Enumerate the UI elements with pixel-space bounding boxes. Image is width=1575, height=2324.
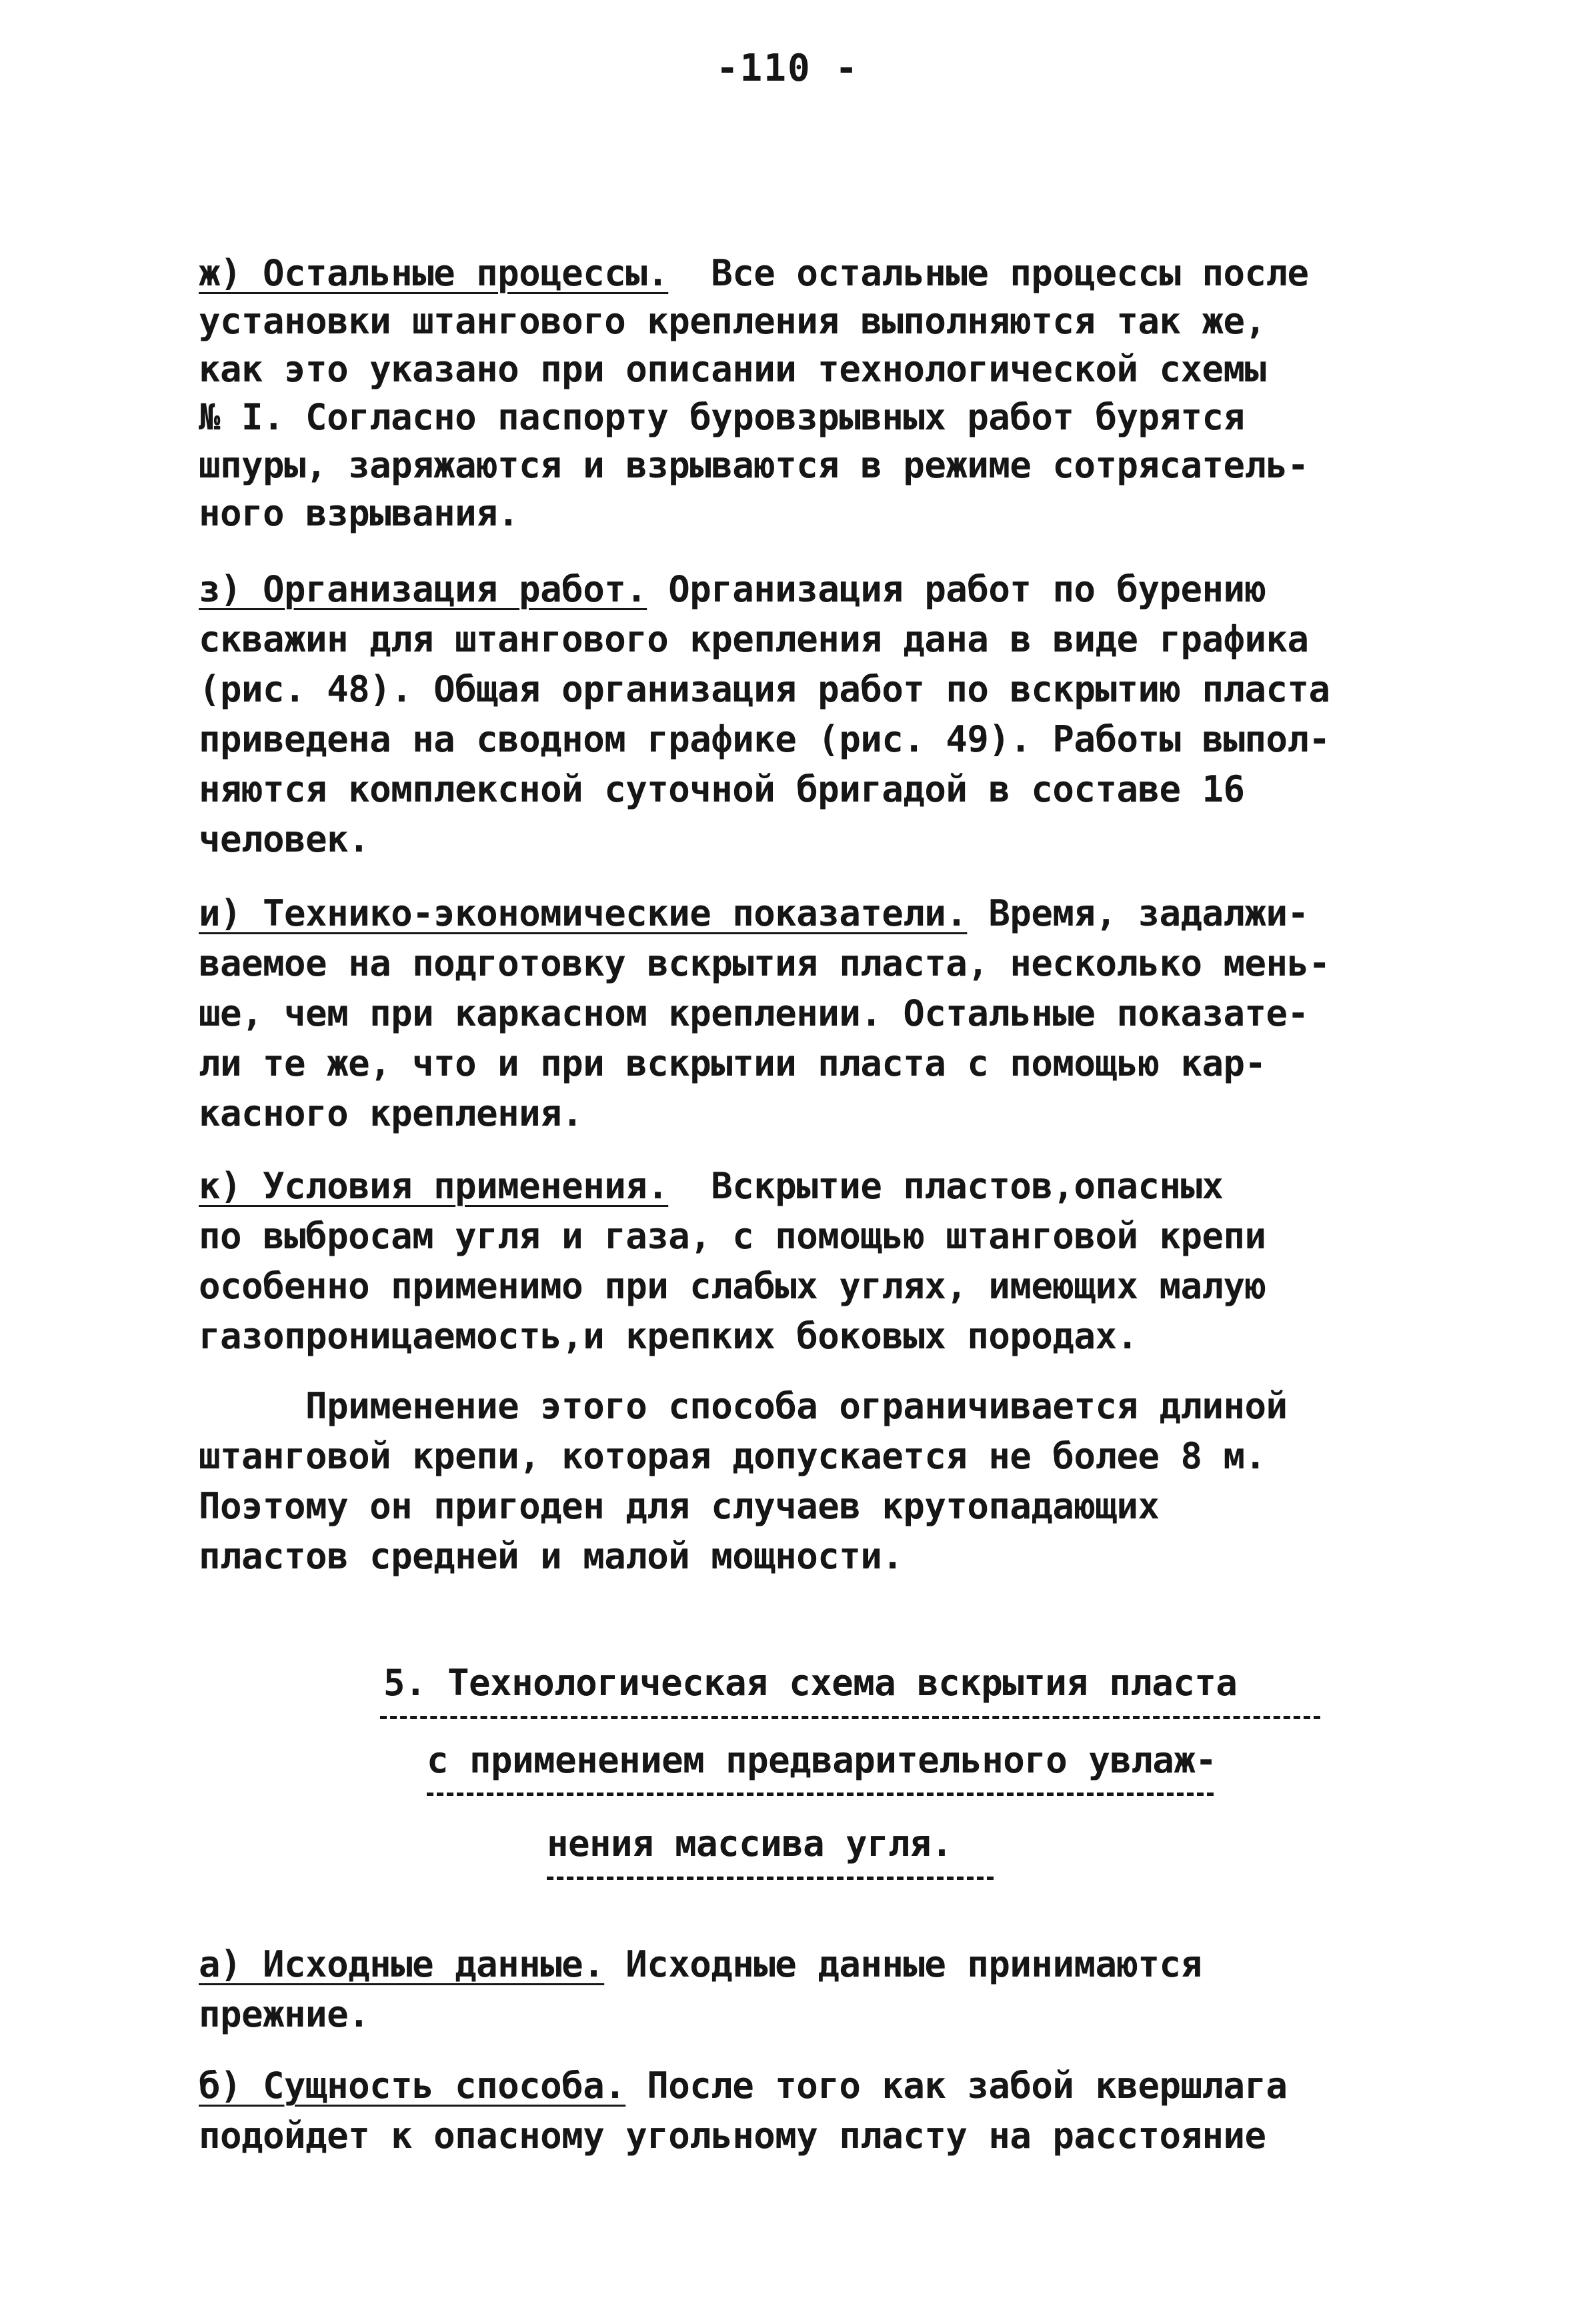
section-zh-label: ж) Остальные процессы.	[199, 252, 669, 294]
section-k-first-line: к) Условия применения. Вскрытие пластов,опасных	[199, 1165, 1224, 1207]
section-i-first-line: и) Технико-экономические показатели. Время, задалжи-	[199, 892, 1309, 934]
section-a-label: а) Исходные данные.	[199, 1943, 605, 1985]
text-line: установки штангового крепления выполняются так же,	[199, 300, 1266, 342]
text-line: шпуры, заряжаются и взрываются в режиме сотрясатель-	[199, 444, 1309, 486]
page-number: -110 -	[715, 47, 860, 90]
text-line: штанговой крепи, которая допускается не более 8 м.	[199, 1435, 1266, 1477]
text-line: как это указано при описании технологической схемы	[199, 348, 1266, 390]
text-line: ли те же, что и при вскрытии пласта с помощью кар-	[199, 1042, 1266, 1084]
text-line: скважин для штангового крепления дана в виде графика	[199, 618, 1309, 660]
section-zh-first-line: ж) Остальные процессы. Все остальные процессы после	[199, 252, 1309, 294]
text-line: по выбросам угля и газа, с помощью штанговой крепи	[199, 1215, 1266, 1257]
text-line: человек.	[199, 818, 370, 860]
section-heading-line-2: с применением предварительного увлаж-	[427, 1739, 1217, 1781]
text-line: касного крепления.	[199, 1092, 583, 1134]
heading-dashed-underline	[427, 1793, 1214, 1796]
section-heading-line-3: нения массива угля.	[547, 1823, 953, 1865]
section-b-label: б) Сущность способа.	[199, 2065, 626, 2107]
text-line: (рис. 48). Общая организация работ по вскрытию пласта	[199, 668, 1330, 710]
section-z-first-line: з) Организация работ. Организация работ по бурению	[199, 568, 1266, 610]
text-line: няются комплексной суточной бригадой в составе 16	[199, 768, 1245, 810]
section-heading-line-1: 5. Технологическая схема вскрытия пласта	[383, 1662, 1238, 1704]
text-line: подойдет к опасному угольному пласту на расстояние	[199, 2115, 1266, 2157]
section-k-label: к) Условия применения.	[199, 1165, 669, 1207]
section-b-first-line: б) Сущность способа. После того как забой квершлага	[199, 2065, 1288, 2107]
text-line: прежние.	[199, 1993, 370, 2035]
text-line: Поэтому он пригоден для случаев крутопадающих	[199, 1485, 1160, 1527]
text-line: ваемое на подготовку вскрытия пласта, несколько мень-	[199, 942, 1330, 984]
text-line: пластов средней и малой мощности.	[199, 1535, 904, 1577]
text-line: газопроницаемость,и крепких боковых породах.	[199, 1315, 1138, 1357]
heading-dashed-underline	[380, 1716, 1320, 1719]
text-line: Применение этого способа ограничивается длиной	[199, 1385, 1288, 1427]
heading-dashed-underline	[547, 1877, 994, 1880]
text-line: № I. Согласно паспорту буровзрывных работ бурятся	[199, 396, 1245, 438]
section-a-first-line: а) Исходные данные. Исходные данные принимаются	[199, 1943, 1202, 1985]
text-line: ше, чем при каркасном креплении. Остальные показате-	[199, 992, 1309, 1034]
text-line: приведена на сводном графике (рис. 49). Работы выпол-	[199, 718, 1330, 760]
section-i-label: и) Технико-экономические показатели.	[199, 892, 968, 934]
text-line: особенно применимо при слабых углях, имеющих малую	[199, 1265, 1266, 1307]
section-z-label: з) Организация работ.	[199, 568, 647, 610]
text-line: ного взрывания.	[199, 492, 519, 534]
